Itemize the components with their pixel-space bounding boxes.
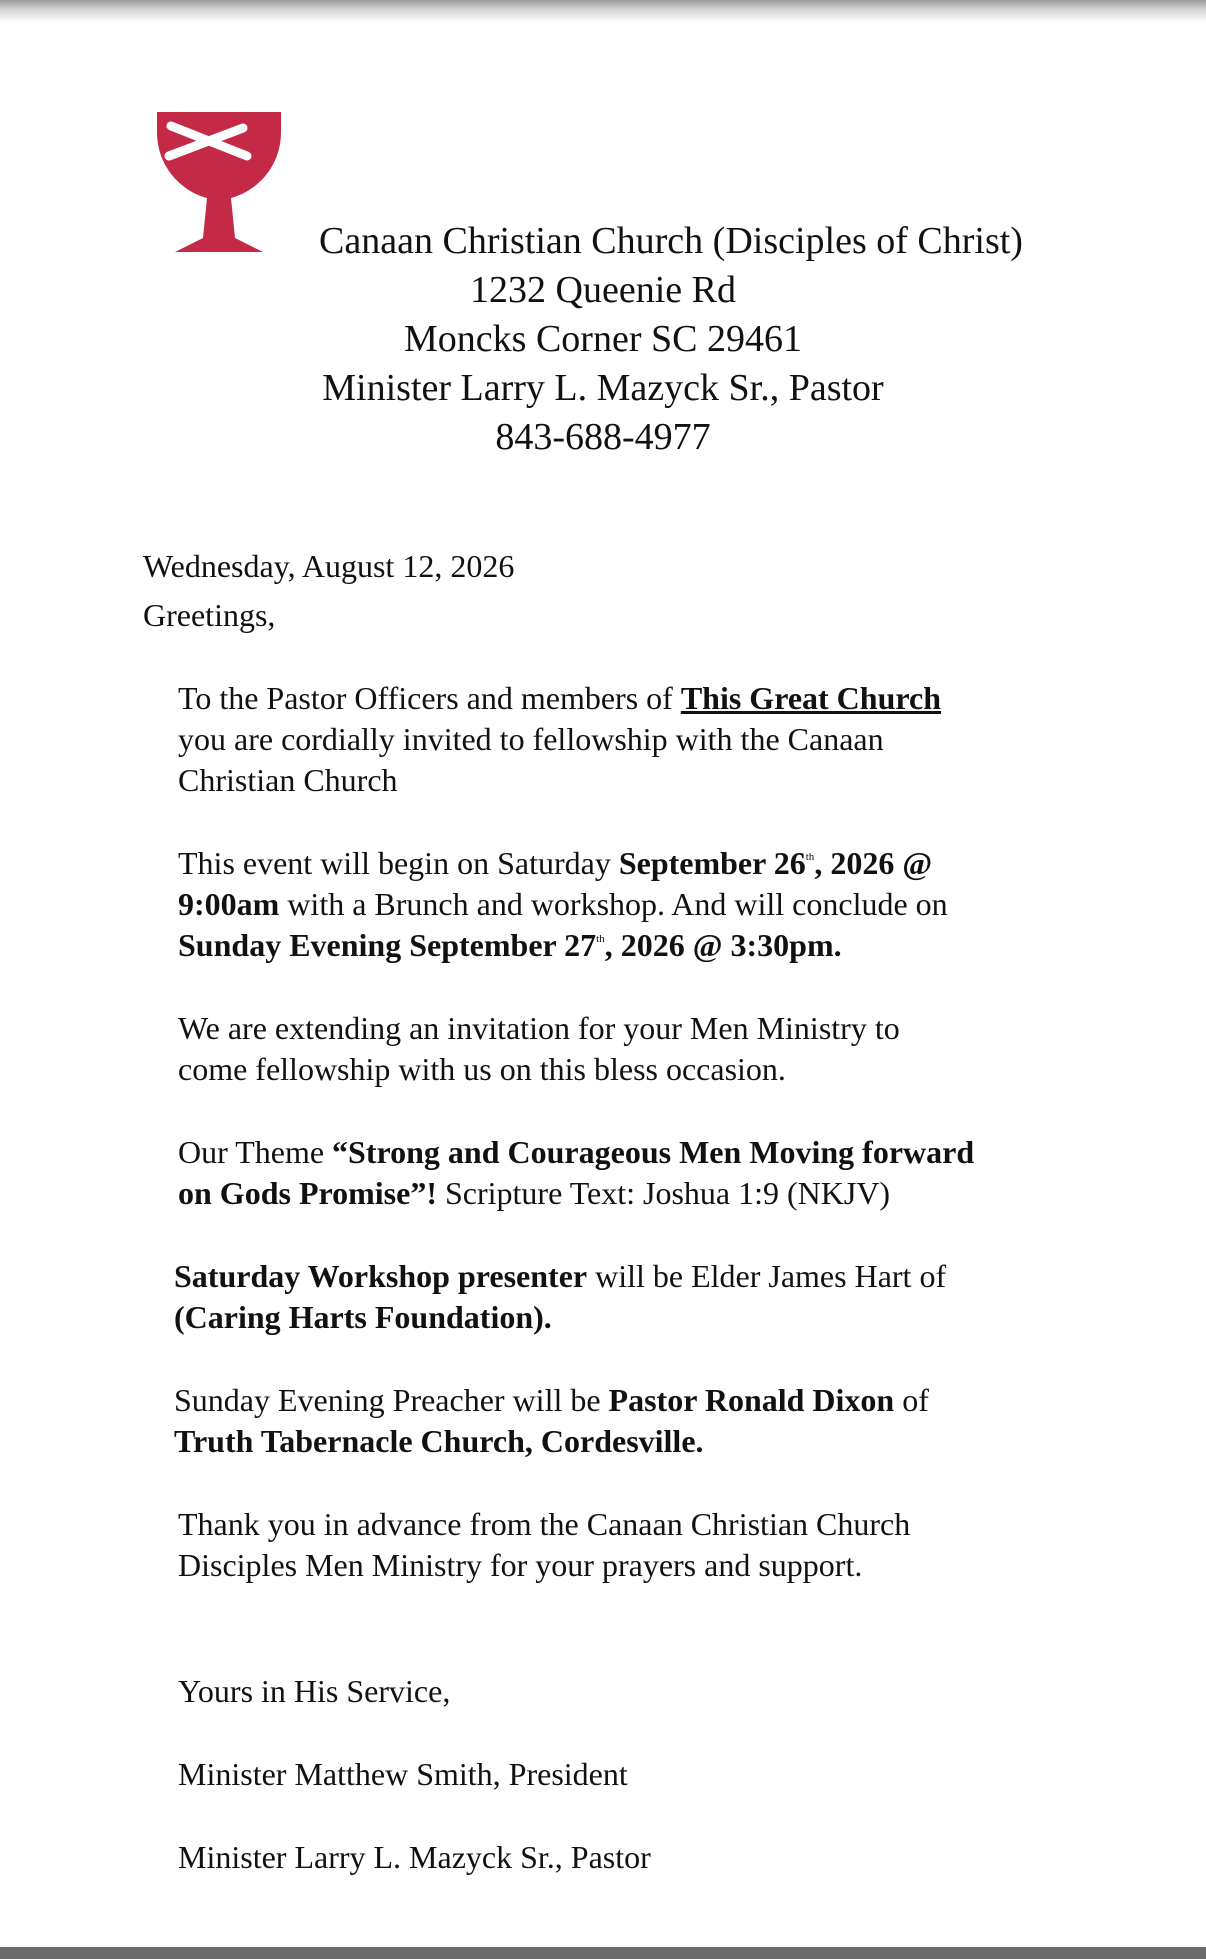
workshop-label: Saturday Workshop presenter <box>174 1258 588 1294</box>
end-date-suffix: th <box>596 933 605 945</box>
signature-president: Minister Matthew Smith, President <box>178 1756 628 1792</box>
invitation-paragraph <box>178 678 941 801</box>
invitee-church: This Great Church <box>680 680 941 716</box>
preacher-church: Truth Tabernacle Church, Cordesville. <box>174 1423 704 1459</box>
scripture-text: Scripture Text: Joshua 1:9 (NKJV) <box>436 1175 891 1211</box>
event-middle: with a Brunch and workshop. And will conclude on <box>279 886 948 922</box>
thanks-line-2: Disciples Men Ministry for your prayers and support. <box>178 1547 863 1583</box>
workshop-organization: (Caring Harts Foundation). <box>174 1299 552 1335</box>
start-time: 9:00am <box>178 886 280 922</box>
thanks-paragraph <box>178 1504 910 1586</box>
preacher-paragraph <box>174 1380 929 1462</box>
theme-line-1: “Strong and Courageous Men Moving forward <box>332 1134 975 1170</box>
theme-label: Our Theme <box>178 1134 333 1170</box>
pastor-line: Minister Larry L. Mazyck Sr., Pastor <box>322 367 884 409</box>
invite-line-3: Christian Church <box>178 762 398 798</box>
start-date-suffix: th <box>805 851 815 863</box>
phone-number: 843-688-4977 <box>495 416 711 458</box>
preacher-of: of <box>894 1382 929 1418</box>
invitation-extension-paragraph <box>178 1008 900 1090</box>
extension-line-2: come fellowship with us on this bless occasion. <box>178 1051 786 1087</box>
address-line: 1232 Queenie Rd <box>470 269 736 311</box>
invite-line-2: you are cordially invited to fellowship with the Canaan <box>178 721 884 757</box>
preacher-intro: Sunday Evening Preacher will be <box>174 1382 609 1418</box>
end-date-time: , 2026 @ 3:30pm. <box>604 927 842 963</box>
workshop-presenter: will be Elder James Hart of <box>587 1258 947 1294</box>
invite-intro: To the Pastor Officers and members of <box>178 680 681 716</box>
workshop-paragraph <box>174 1256 946 1338</box>
thanks-line-1: Thank you in advance from the Canaan Christian Church <box>178 1506 911 1542</box>
greeting: Greetings, <box>143 597 276 633</box>
event-schedule-paragraph <box>178 843 948 966</box>
start-date: September 26 <box>618 845 806 881</box>
theme-paragraph <box>178 1132 974 1214</box>
window-bottom-edge <box>0 1947 1206 1959</box>
signature-pastor: Minister Larry L. Mazyck Sr., Pastor <box>178 1839 651 1875</box>
event-intro: This event will begin on Saturday <box>178 845 619 881</box>
closing: Yours in His Service, <box>178 1673 451 1709</box>
church-name: Canaan Christian Church (Disciples of Christ) <box>319 220 1023 262</box>
preacher-name: Pastor Ronald Dixon <box>608 1382 895 1418</box>
theme-line-2: on Gods Promise”! <box>178 1175 437 1211</box>
end-date: Sunday Evening September 27 <box>178 927 597 963</box>
window-top-edge <box>0 0 1206 22</box>
start-date-year: , 2026 @ <box>814 845 933 881</box>
city-line: Moncks Corner SC 29461 <box>404 318 802 360</box>
extension-line-1: We are extending an invitation for your Men Ministry to <box>178 1010 900 1046</box>
letter-date: Wednesday, August 12, 2026 <box>143 548 515 584</box>
